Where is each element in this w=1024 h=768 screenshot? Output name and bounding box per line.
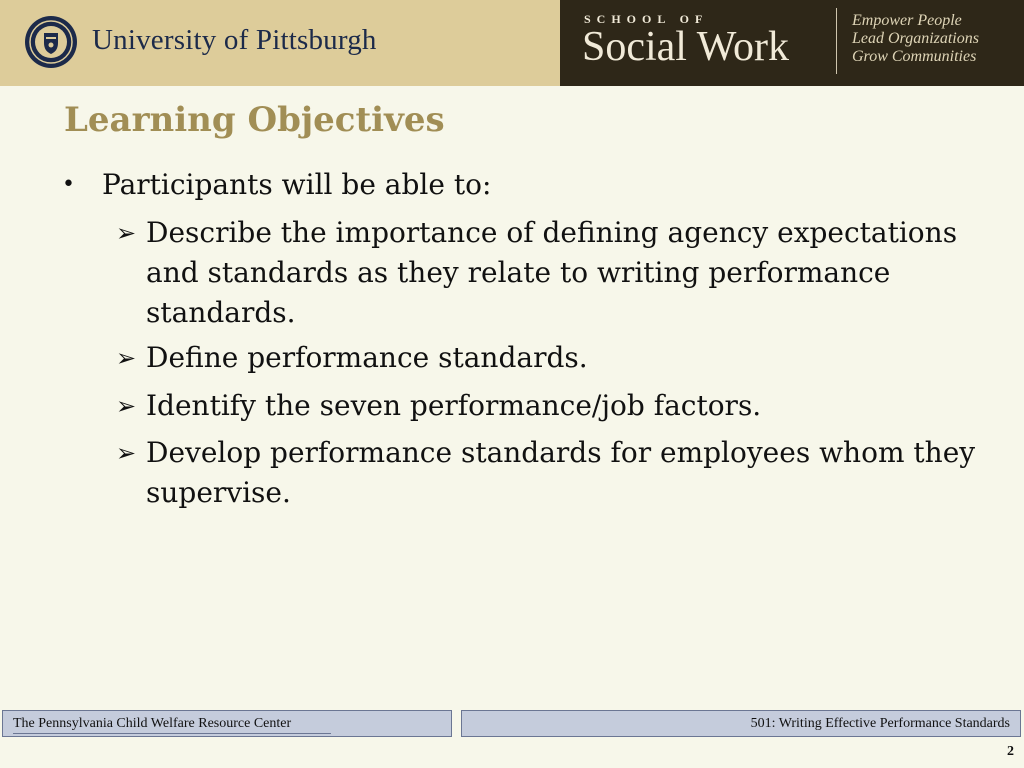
tagline-line: Empower People [852,12,962,29]
bullet-text: Participants will be able to: [102,168,492,201]
arrow-bullet-icon: ➢ [116,439,137,467]
arrow-bullet-icon: ➢ [116,219,137,247]
objective-text: Identify the seven performance/job factors. [146,389,762,422]
objective-text: Develop performance standards for employees whom they supervise. [146,436,976,509]
university-name: University of Pittsburgh [92,24,377,56]
footer-organization [2,710,452,737]
arrow-bullet-icon: ➢ [116,344,137,372]
tagline-line: Lead Organizations [852,30,979,47]
header-divider [836,8,837,74]
school-of-label: SCHOOL OF [584,12,709,26]
university-seal-icon [24,15,78,69]
objective-text: Define performance standards. [146,341,588,374]
school-name: Social Work [582,24,789,70]
tagline-line: Grow Communities [852,48,977,65]
slide-title: Learning Objectives [64,100,445,140]
objective-text: Describe the importance of defining agency expectations and standards as they relate to writing performance standards. [146,216,958,329]
footer-underline [13,733,331,734]
arrow-bullet-icon: ➢ [116,392,137,420]
footer-course-text: 501: Writing Effective Performance Standards [750,716,1010,731]
page-number: 2 [1007,744,1014,759]
footer-course [461,710,1021,737]
school-tagline [852,12,979,66]
footer-organization-text: The Pennsylvania Child Welfare Resource Center [13,716,292,731]
university-banner [0,0,560,86]
school-banner [560,0,1024,86]
slide-header [0,0,1024,86]
bullet-icon: • [62,172,75,197]
